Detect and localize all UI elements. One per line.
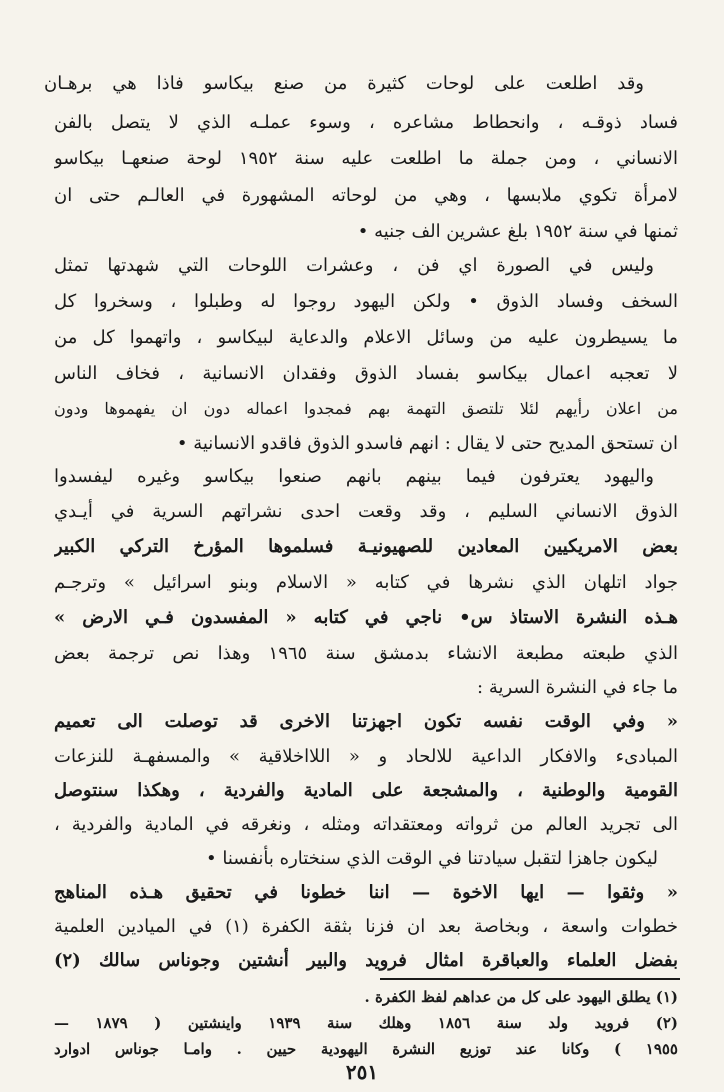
text-line: ما يسيطرون عليه من وسائل الاعلام والدعاية لبيكاسو ، واتهموا كل من <box>54 327 678 348</box>
text-line: وليس في الصورة اي فن ، وعشرات اللوحات التي شهدتها تمثل <box>54 255 654 276</box>
text-line: وقد اطلعت على لوحات كثيرة من صنع بيكاسو فاذا هي برهـان <box>44 73 644 94</box>
text-line: الذوق الانساني السليم ، وقد وقعت احدى نشراتهم السرية في أيـدي <box>54 501 678 522</box>
text-line: لامرأة تكوي ملابسها ، وهي من لوحاته المشهورة في العالـم حتى ان <box>54 185 678 206</box>
text-line: من اعلان رأيهم لئلا تلتصق التهمة بهم فمجدوا اعماله دون ان يفهموها ودون <box>54 399 678 418</box>
page-number: ٢٥١ <box>345 1060 379 1084</box>
text-line: بفضل العلماء والعباقرة امثال فرويد والبير أنشتين وجوناس سالك (٢) <box>54 950 678 971</box>
text-line: هـذه النشرة الاستاذ س• ناجي في كتابه « المفسدون فـي الارض » <box>54 607 678 628</box>
text-line: القومية والوطنية ، والمشجعة على المادية والفردية ، وهكذا سنتوصل <box>54 780 678 801</box>
text-line: لا تعجبه اعمال بيكاسو بفساد الذوق وفقدان الانسانية ، فخاف الناس <box>54 363 678 384</box>
text-line: الانساني ، ومن جملة ما اطلعت عليه سنة ١٩٥٢ لوحة صنعهـا بيكاسو <box>54 148 678 169</box>
text-line: الى تجريد العالم من ثرواته ومعتقداته ومثله ، ونغرقه في المادية والفردية ، <box>54 814 678 835</box>
text-line: ليكون جاهزا لتقبل سيادتنا في الوقت الذي سنختاره بأنفسنا • <box>206 848 658 869</box>
text-line: السخف وفساد الذوق • ولكن اليهود روجوا له وطبلوا ، وسخروا كل <box>54 291 678 312</box>
text-line: المبادىء والافكار الداعية للالحاد و « اللااخلاقية » والمسفهـة للنزعات <box>54 746 678 767</box>
text-line: خطوات واسعة ، وبخاصة بعد ان فزنا بثقة الكفرة (١) في الميادين العلمية <box>54 916 678 937</box>
footnote: ١٩٥٥ ) وكانا عند توزيع النشرة اليهودية حيين . وامـا جوناس ادوارد <box>54 1040 678 1058</box>
text-line: « وفي الوقت نفسه تكون اجهزتنا الاخرى قد توصلت الى تعميم <box>54 711 678 732</box>
text-line: « وثقوا — ايها الاخوة — اننا خطونا في تحقيق هـذه المناهج <box>54 882 678 903</box>
text-line: ثمنها في سنة ١٩٥٢ بلغ عشرين الف جنيه • <box>357 221 678 242</box>
text-line: بعض الامريكيين المعادين للصهيونيـة فسلموها المؤرخ التركي الكبير <box>54 536 678 557</box>
text-line: جواد اتلهان الذي نشرها في كتابه « الاسلام وبنو اسرائيل » وترجـم <box>54 572 678 593</box>
text-line: واليهود يعترفون فيما بينهم بانهم صنعوا بيكاسو وغيره ليفسدوا <box>54 466 654 487</box>
text-line: ان تستحق المديح حتى لا يقال : انهم فاسدو الذوق فاقدو الانسانية • <box>176 433 678 454</box>
text-line: فساد ذوقـه ، وانحطاط مشاعره ، وسوء عملـه الذي لا يتصل بالفن <box>54 112 678 133</box>
text-line: ما جاء في النشرة السرية : <box>477 677 678 698</box>
footnote: (١) يطلق اليهود على كل من عداهم لفظ الكفرة . <box>364 988 678 1006</box>
footnote: (٢) فرويد ولد سنة ١٨٥٦ وهلك سنة ١٩٣٩ واينشتين ( ١٨٧٩ — <box>54 1014 678 1032</box>
text-line: الذي طبعته مطبعة الانشاء بدمشق سنة ١٩٦٥ وهذا نص ترجمة بعض <box>54 643 678 664</box>
footnote-separator <box>380 978 680 980</box>
